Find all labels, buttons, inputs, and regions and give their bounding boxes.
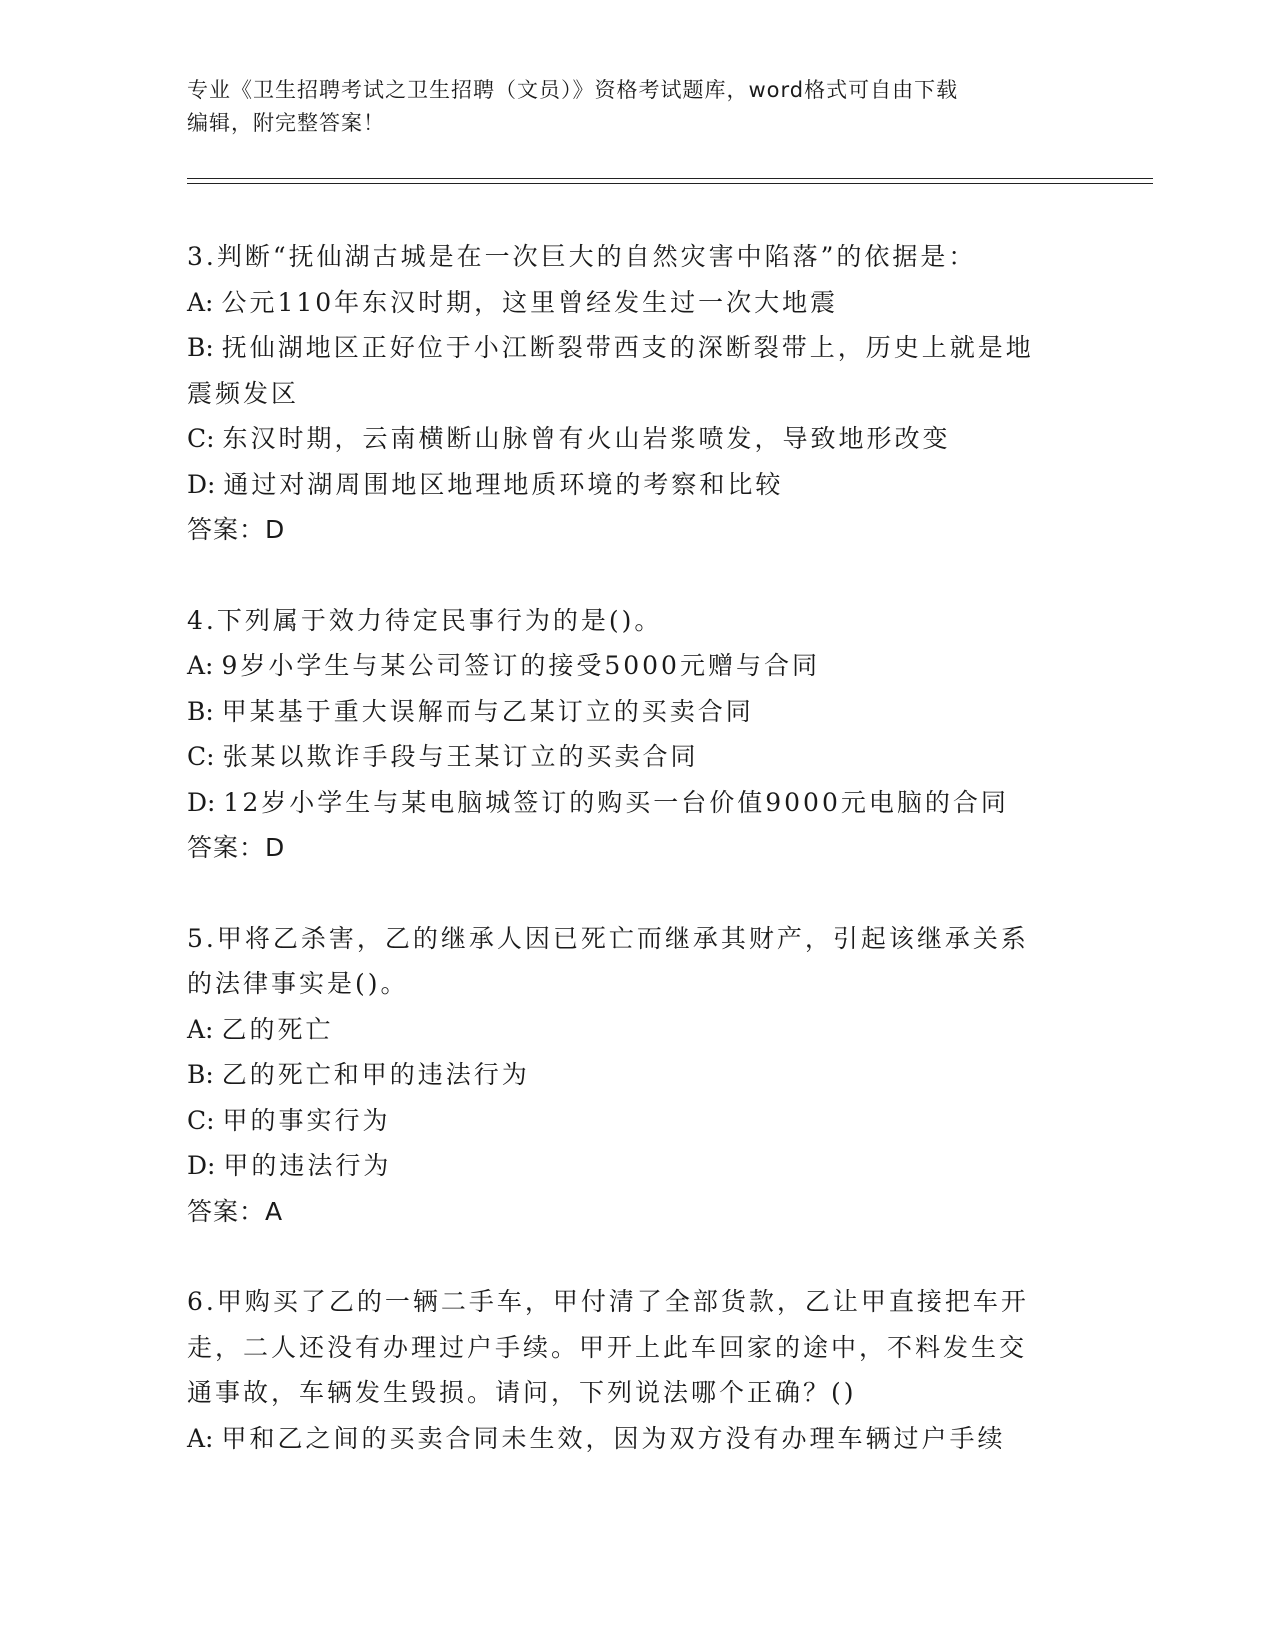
option-text: 甲的事实行为	[222, 1105, 391, 1135]
question-block	[187, 916, 1087, 1235]
option-letter: B:	[187, 333, 222, 362]
option-text: 震频发区	[187, 378, 300, 408]
option-line	[187, 371, 1087, 417]
option-text: 9岁小学生与某公司签订的接受5000元赠与合同	[221, 651, 820, 680]
question-stem: 通事故，车辆发生毁损。请问，下列说法哪个正确？()	[187, 1378, 857, 1407]
option-letter: B:	[187, 696, 222, 726]
question-block	[187, 1279, 1087, 1461]
question-stem: 4.下列属于效力待定民事行为的是()。	[187, 605, 663, 635]
option-line	[187, 1052, 1087, 1098]
option-text: 通过对湖周围地区地理地质环境的考察和比较	[223, 469, 784, 499]
option-line	[187, 325, 1087, 371]
option-line	[187, 689, 1087, 735]
option-letter: C:	[187, 742, 223, 771]
header-line-2: 编辑，附完整答案！	[187, 111, 385, 135]
answer-label: 答案：D	[187, 833, 286, 862]
question-stem: 走，二人还没有办理过户手续。甲开上此车回家的途中，不料发生交	[187, 1332, 1028, 1362]
option-letter: B:	[187, 1060, 222, 1089]
option-text: 张某以欺诈手段与王某订立的买卖合同	[222, 742, 699, 771]
option-text: 12岁小学生与某电脑城签订的购买一台价值9000元电脑的合同	[223, 787, 1009, 817]
option-line	[187, 780, 1087, 826]
option-line	[187, 643, 1087, 689]
option-letter: C:	[187, 1105, 223, 1135]
option-line	[187, 734, 1087, 780]
question-stem: 的法律事实是()。	[187, 969, 409, 998]
option-line	[187, 462, 1087, 508]
option-line	[187, 416, 1087, 462]
question-list	[187, 234, 1087, 1506]
option-line	[187, 280, 1087, 326]
question-stem: 3.判断“抚仙湖古城是在一次巨大的自然灾害中陷落”的依据是：	[187, 242, 977, 271]
question-block	[187, 598, 1087, 871]
option-text: 甲和乙之间的买卖合同未生效，因为双方没有办理车辆过户手续	[221, 1423, 1006, 1453]
option-line	[187, 1098, 1087, 1144]
option-letter: D:	[187, 1151, 224, 1180]
option-line	[187, 1007, 1087, 1053]
option-letter: A:	[187, 287, 222, 317]
header-line-1: 专业《卫生招聘考试之卫生招聘（文员）》资格考试题库，word格式可自由下载	[187, 78, 959, 102]
question-stem: 6.甲购买了乙的一辆二手车，甲付清了全部货款，乙让甲直接把车开	[187, 1287, 1029, 1316]
option-line	[187, 1143, 1087, 1189]
option-letter: D:	[187, 787, 224, 817]
header-divider-top	[187, 178, 1153, 179]
option-text: 公元110年东汉时期，这里曾经发生过一次大地震	[221, 287, 839, 317]
option-text: 甲某基于重大误解而与乙某订立的买卖合同	[221, 696, 754, 726]
question-stem: 5.甲将乙杀害，乙的继承人因已死亡而继承其财产，引起该继承关系	[187, 923, 1029, 953]
option-text: 抚仙湖地区正好位于小江断裂带西支的深断裂带上，历史上就是地	[221, 333, 1034, 362]
option-letter: C:	[187, 424, 223, 453]
option-line	[187, 1416, 1087, 1462]
answer-label: 答案：D	[187, 515, 286, 544]
option-text: 乙的死亡和甲的违法行为	[221, 1060, 530, 1089]
option-letter: A:	[187, 651, 222, 680]
answer-label: 答案：A	[187, 1196, 284, 1226]
document-header	[187, 74, 1087, 140]
option-letter: A:	[187, 1423, 222, 1453]
option-letter: A:	[187, 1014, 222, 1044]
option-letter: D:	[187, 469, 224, 499]
header-divider-bottom	[187, 183, 1153, 184]
option-text: 乙的死亡	[221, 1014, 334, 1044]
question-block	[187, 234, 1087, 553]
option-text: 甲的违法行为	[223, 1151, 392, 1180]
option-text: 东汉时期，云南横断山脉曾有火山岩浆喷发，导致地形改变	[222, 424, 951, 453]
